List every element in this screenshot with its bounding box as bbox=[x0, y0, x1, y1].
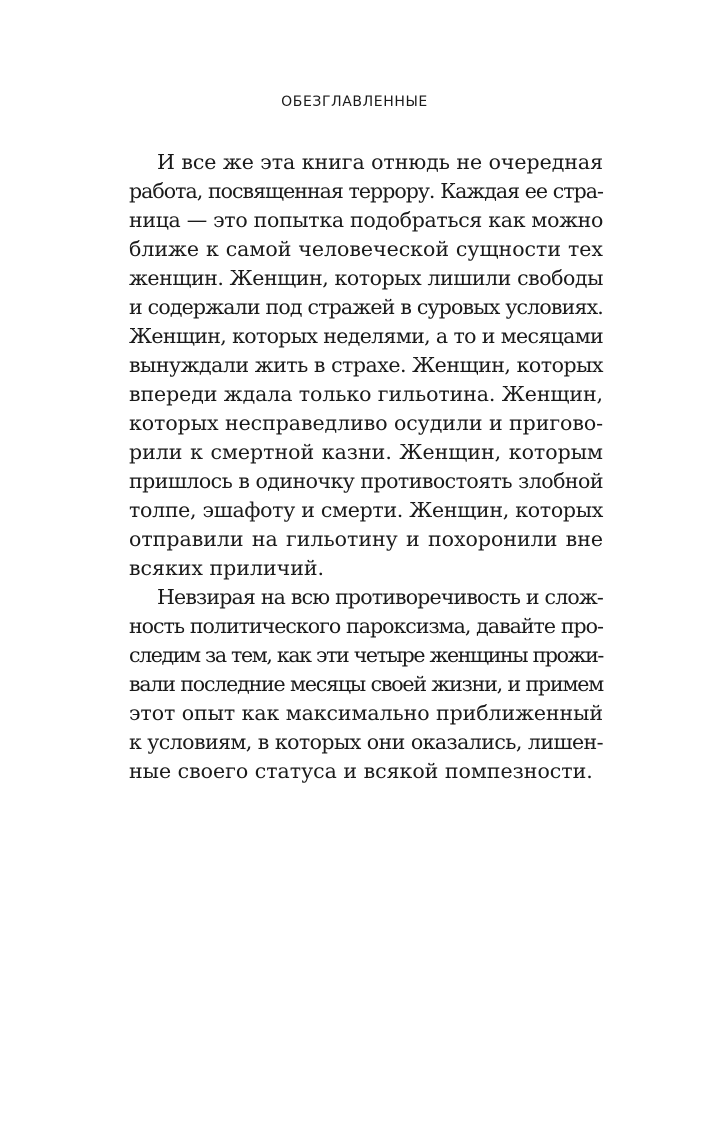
text-line: пришлось в одиночку противостоять злобной bbox=[129, 469, 603, 493]
text-line: Невзирая на всю противоречивость и слож- bbox=[157, 585, 603, 609]
text-line: к условиям, в которых они оказались, лишен- bbox=[129, 730, 603, 754]
text-line: впереди ждала только гильотина. Женщин, bbox=[129, 382, 603, 406]
text-line: вынуждали жить в страхе. Женщин, которых bbox=[129, 353, 603, 377]
text-line: Женщин, которых неделями, а то и месяцами bbox=[129, 324, 603, 348]
text-line: ближе к самой человеческой сущности тех bbox=[129, 237, 603, 261]
text-line: ница — это попытка подобраться как можно bbox=[129, 208, 603, 232]
text-line: рили к смертной казни. Женщин, которым bbox=[129, 440, 603, 464]
text-line: которых несправедливо осудили и пригово- bbox=[129, 411, 603, 435]
text-line: отправили на гильотину и похоронили вне bbox=[129, 527, 603, 551]
text-line: женщин. Женщин, которых лишили свободы bbox=[129, 266, 603, 290]
running-head: ОБЕЗГЛАВЛЕННЫЕ bbox=[281, 94, 428, 110]
text-line: следим за тем, как эти четыре женщины прожи- bbox=[129, 643, 603, 667]
text-line: толпе, эшафоту и смерти. Женщин, которых bbox=[129, 498, 603, 522]
text-line: работа, посвященная террору. Каждая ее стра- bbox=[129, 179, 603, 203]
body-text bbox=[129, 148, 603, 786]
text-line: этот опыт как максимально приближенный bbox=[129, 701, 603, 725]
paragraph-2 bbox=[129, 583, 603, 786]
text-line: И все же эта книга отнюдь не очередная bbox=[157, 150, 603, 174]
paragraph-1 bbox=[129, 148, 603, 583]
text-line: всяких приличий. bbox=[129, 556, 325, 580]
text-line: и содержали под стражей в суровых условиях. bbox=[129, 295, 603, 319]
text-line: вали последние месяцы своей жизни, и примем bbox=[129, 672, 603, 696]
text-line: ность политического пароксизма, давайте про- bbox=[129, 614, 603, 638]
text-line: ные своего статуса и всякой помпезности. bbox=[129, 759, 593, 783]
